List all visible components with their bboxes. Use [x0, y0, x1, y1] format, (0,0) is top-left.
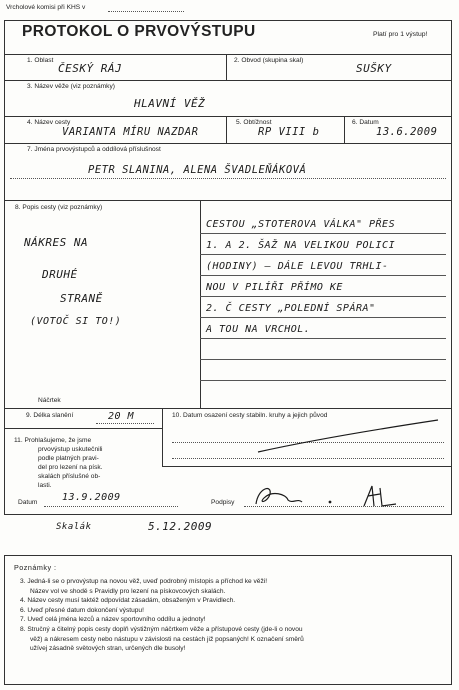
date-value[interactable]: 13.9.2009	[62, 492, 121, 503]
divider	[200, 200, 201, 408]
declaration-line: podle platných pravi-	[38, 455, 99, 462]
declaration-line: 11. Prohlašujeme, že jsme	[14, 437, 92, 444]
field-tower-label: 3. Název věže (viz poznámky)	[27, 83, 115, 90]
field-bolts-label: 10. Datum osazení cesty stabiln. kruhy a jejich původ	[172, 412, 328, 419]
note-line: 3. Jedná-li se o prvovýstup na novou věž, uveď podrobný místopis a příchod ke věži!	[20, 578, 268, 585]
ruled-line	[200, 359, 446, 360]
divider	[344, 116, 345, 143]
commission-label: Vrcholové komisi při KHS v	[6, 4, 86, 11]
field-climbers-value[interactable]: PETR SLANINA, ALENA ŠVADLEŇÁKOVÁ	[88, 164, 307, 176]
field-route-name-label: 4. Název cesty	[27, 119, 71, 126]
ruled-line	[200, 338, 446, 339]
date-label: Datum	[18, 499, 38, 506]
field-rappel-label: 9. Délka slanění	[26, 412, 74, 419]
second-signature: Skalák	[56, 522, 92, 532]
page-title: PROTOKOL O PRVOVÝSTUPU	[22, 23, 256, 40]
note-line: 7. Uveď celá jména lezců a název sportovního oddílu a jednoty!	[20, 616, 206, 624]
declaration-line: skalách příslušné ob-	[38, 473, 101, 480]
sketch-label: Náčrtek	[38, 397, 61, 404]
rappel-line	[96, 423, 154, 424]
route-description-line[interactable]: 1. A 2. ŠAŽ NA VELIKOU POLICI	[206, 240, 396, 251]
field-date-value[interactable]: 13.6.2009	[376, 126, 438, 138]
date-line	[44, 506, 178, 507]
field-grade-label: 5. Obtížnost	[236, 119, 272, 126]
divider	[4, 54, 452, 55]
note-line: 4. Název cesty musí taktéž odpovídat zásadám, obsaženým v Pravidlech.	[20, 597, 236, 605]
second-date: 5.12.2009	[148, 520, 213, 533]
sketch-note-line: (VOTOČ SI TO!)	[30, 316, 122, 327]
signature-label: Podpisy	[211, 499, 235, 506]
field-route-name-value[interactable]: VARIANTA MÍRU NAZDAR	[62, 126, 199, 138]
route-description-line[interactable]: 2. Č CESTY „POLEDNÍ SPÁRA"	[206, 303, 376, 314]
sketch-note-line: NÁKRES NA	[24, 236, 89, 249]
route-description-line[interactable]: NOU V PILÍŘI PŘÍMO KE	[206, 282, 343, 293]
ruled-line	[200, 275, 446, 276]
ruled-line	[200, 380, 446, 381]
ruled-line	[200, 233, 446, 234]
ruled-line	[200, 254, 446, 255]
climbers-line	[10, 178, 446, 179]
route-description-line[interactable]: CESTOU „STOTEROVA VÁLKA" PŘES	[206, 219, 396, 230]
note-line: 8. Stručný a čitelný popis cesty doplň výstižným náčrtkem věže a přístupové cesty (jde-li o novou	[20, 625, 303, 633]
field-oblast-label: 1. Oblast	[27, 57, 54, 64]
divider	[162, 466, 452, 467]
field-oblast-value[interactable]: ČESKÝ RÁJ	[58, 62, 123, 75]
notes-list	[20, 577, 304, 654]
declaration-line: prvovýstup uskutečnili	[38, 446, 103, 453]
declaration-line: del pro lezení na písk.	[38, 464, 103, 471]
note-line: věž) a nákresem cesty nebo nástupu v závislosti na cestách již popsaných! K označení směrů	[30, 635, 304, 643]
field-grade-value[interactable]: RP VIII b	[258, 126, 320, 138]
commission-line	[108, 11, 184, 12]
valid-note: Platí pro 1 výstup!	[373, 31, 428, 38]
note-line: Název vol ve shodě s Pravidly pro lezení na pískovcových skalách.	[30, 587, 226, 595]
divider	[4, 116, 452, 117]
route-description-line[interactable]: A TOU NA VRCHOL.	[206, 324, 311, 335]
field-description-label: 8. Popis cesty (viz poznámky)	[15, 204, 103, 211]
ruled-line	[200, 296, 446, 297]
divider	[4, 428, 162, 429]
strike-through-mark	[162, 408, 452, 466]
field-tower-value[interactable]: HLAVNÍ VĚŽ	[134, 97, 206, 110]
divider	[4, 143, 452, 144]
sketch-note-line: STRANĚ	[60, 292, 103, 305]
field-obvod-value[interactable]: SUŠKY	[356, 62, 392, 75]
field-rappel-value[interactable]: 20 M	[108, 411, 135, 422]
field-obvod-label: 2. Obvod (skupina skal)	[234, 57, 304, 64]
sketch-note-line: DRUHÉ	[42, 268, 78, 281]
note-line: užívej zásadně světových stran, určených dle busoly!	[30, 645, 186, 653]
ruled-line	[200, 317, 446, 318]
divider	[4, 200, 452, 201]
field-date-label: 6. Datum	[352, 119, 379, 126]
note-line: 6. Uveď přesné datum dokončení výstupu!	[20, 606, 144, 614]
divider	[226, 54, 227, 80]
notes-title: Poznámky :	[14, 563, 57, 572]
divider	[226, 116, 227, 143]
route-description-line[interactable]: (HODINY) – DÁLE LEVOU TRHLI-	[206, 261, 389, 272]
field-climbers-label: 7. Jména prvovýstupců a oddílová příslušnost	[27, 146, 161, 153]
divider	[4, 80, 452, 81]
signature-mark	[246, 480, 446, 514]
declaration-line: lasti.	[38, 482, 52, 489]
